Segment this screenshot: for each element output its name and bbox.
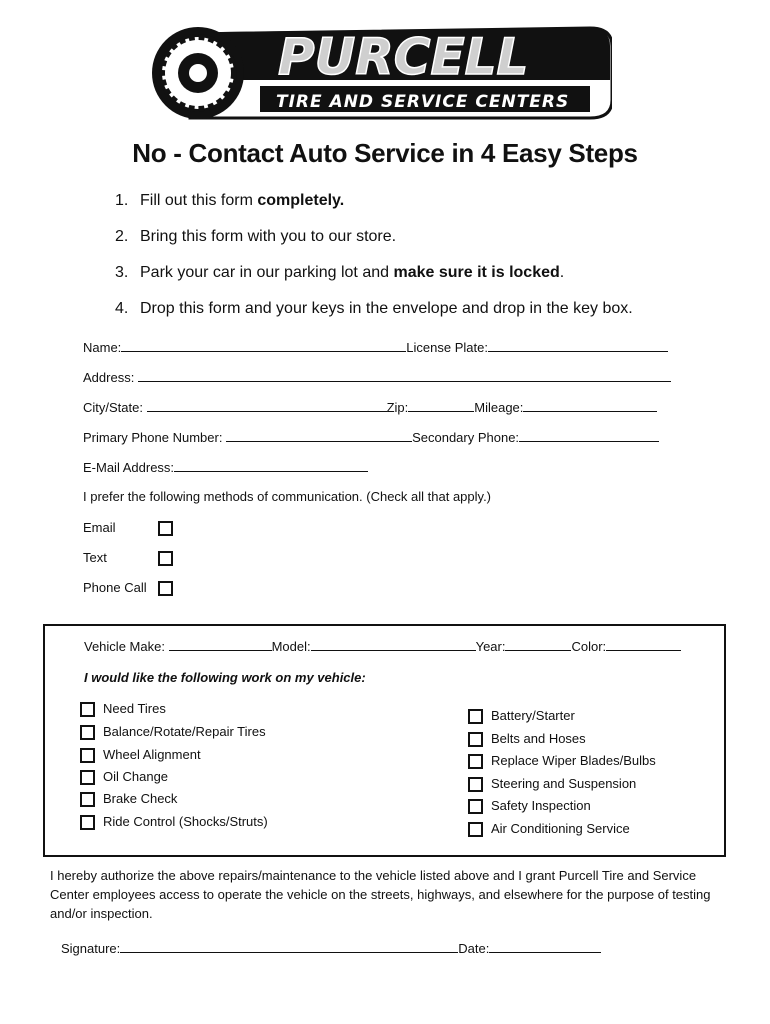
license-plate-field[interactable]	[488, 338, 668, 352]
signature-label: Signature:	[61, 941, 121, 956]
signature-field[interactable]	[120, 939, 458, 953]
work-checkbox[interactable]	[80, 792, 95, 807]
logo-tagline-text: TIRE AND SERVICE CENTERS	[276, 92, 570, 112]
model-label: Model:	[271, 639, 311, 654]
work-heading: I would like the following work on my vehicle:	[84, 670, 366, 685]
work-checkbox[interactable]	[80, 770, 95, 785]
work-checkbox[interactable]	[468, 799, 483, 814]
comm-option-phone: Phone Call	[83, 579, 173, 597]
address-label: Address:	[83, 370, 135, 385]
page-title: No - Contact Auto Service in 4 Easy Steps	[132, 138, 638, 168]
city-row	[83, 398, 657, 416]
work-option: Oil Change	[80, 767, 168, 787]
work-option: Safety Inspection	[468, 796, 591, 816]
work-option: Brake Check	[80, 789, 177, 809]
work-option: Ride Control (Shocks/Struts)	[80, 812, 268, 832]
step-item: 4. Drop this form and your keys in the envelope and drop in the key box.	[115, 300, 633, 317]
work-checkbox[interactable]	[80, 815, 95, 830]
vehicle-row	[84, 637, 681, 655]
zip-field[interactable]	[408, 398, 474, 412]
text-checkbox[interactable]	[158, 551, 173, 566]
city-state-label: City/State:	[83, 400, 143, 415]
year-field[interactable]	[505, 637, 571, 651]
address-field[interactable]	[138, 368, 671, 382]
primary-phone-label: Primary Phone Number:	[83, 430, 223, 445]
date-label: Date:	[458, 941, 490, 956]
comm-option-email: Email	[83, 519, 173, 537]
work-option: Belts and Hoses	[468, 729, 586, 749]
name-field[interactable]	[121, 338, 406, 352]
authorization-text: I hereby authorize the above repairs/maintenance to the vehicle listed above and I grant Purcell Tire and Service Center employees access to operate the vehicle on the streets, highways, and elsewhere for the purpose of testing and/or inspection.	[50, 868, 711, 921]
work-checkbox[interactable]	[80, 702, 95, 717]
license-plate-label: License Plate:	[406, 340, 488, 355]
work-option: Battery/Starter	[468, 706, 575, 726]
date-field[interactable]	[489, 939, 601, 953]
secondary-phone-label: Secondary Phone:	[412, 430, 520, 445]
email-label: E-Mail Address:	[83, 460, 175, 475]
work-option: Air Conditioning Service	[468, 819, 630, 839]
work-checkbox[interactable]	[468, 709, 483, 724]
work-checkbox[interactable]	[80, 748, 95, 763]
year-label: Year:	[475, 639, 506, 654]
vehicle-make-label: Vehicle Make:	[84, 639, 165, 654]
tire-logo-icon	[150, 24, 612, 122]
step-item: 3. Park your car in our parking lot and make sure it is locked.	[115, 264, 565, 281]
secondary-phone-field[interactable]	[519, 428, 659, 442]
step-item: 2. Bring this form with you to our store.	[115, 228, 397, 245]
work-checkbox[interactable]	[80, 725, 95, 740]
vehicle-make-field[interactable]	[169, 637, 272, 651]
work-checkbox[interactable]	[468, 822, 483, 837]
city-state-field[interactable]	[147, 398, 387, 412]
color-label: Color:	[571, 639, 607, 654]
communication-prompt: I prefer the following methods of communication. (Check all that apply.)	[83, 489, 492, 504]
zip-label: Zip:	[386, 400, 409, 415]
color-field[interactable]	[606, 637, 681, 651]
steps-list	[115, 190, 633, 334]
purcell-logo	[150, 24, 612, 122]
mileage-field[interactable]	[523, 398, 657, 412]
logo-brand-text: PURCELL	[278, 28, 529, 86]
work-checkbox[interactable]	[468, 777, 483, 792]
mileage-label: Mileage:	[474, 400, 524, 415]
email-checkbox[interactable]	[158, 521, 173, 536]
work-checkbox[interactable]	[468, 754, 483, 769]
phone-row	[83, 428, 659, 446]
work-option: Wheel Alignment	[80, 745, 201, 765]
model-field[interactable]	[311, 637, 476, 651]
comm-option-text: Text	[83, 549, 173, 567]
work-option: Balance/Rotate/Repair Tires	[80, 722, 266, 742]
work-option: Replace Wiper Blades/Bulbs	[468, 751, 656, 771]
name-label: Name:	[83, 340, 122, 355]
email-field[interactable]	[174, 458, 368, 472]
primary-phone-field[interactable]	[226, 428, 412, 442]
name-row	[83, 338, 668, 356]
signature-row	[61, 939, 601, 957]
work-checkbox[interactable]	[468, 732, 483, 747]
email-row	[83, 458, 368, 476]
work-option: Steering and Suspension	[468, 774, 636, 794]
work-option: Need Tires	[80, 699, 166, 719]
address-row	[83, 368, 671, 386]
phone-call-checkbox[interactable]	[158, 581, 173, 596]
step-item: 1. Fill out this form completely.	[115, 192, 345, 209]
